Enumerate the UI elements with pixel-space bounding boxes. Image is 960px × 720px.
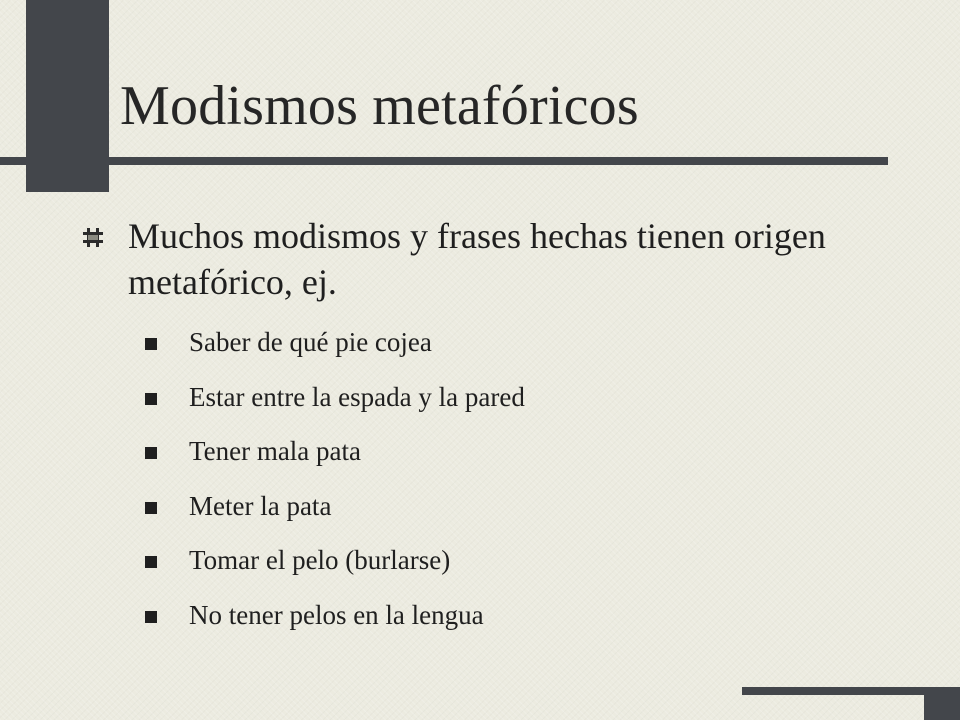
list-item: [145, 537, 525, 592]
list-item-text: Meter la pata: [189, 490, 332, 521]
title-underline-bar: [0, 157, 888, 165]
square-bullet-icon: [145, 556, 157, 568]
list-item-text: Tener mala pata: [189, 436, 362, 467]
square-bullet-icon: [145, 338, 157, 350]
list-item: [145, 592, 525, 647]
square-bullet-icon: [145, 611, 157, 623]
list-item: [145, 428, 525, 483]
sub-bullet-list: [145, 319, 525, 647]
list-item-text: Tomar el pelo (burlarse): [189, 545, 451, 576]
list-item-text: Saber de qué pie cojea: [189, 327, 432, 357]
corner-bar-horizontal: [742, 687, 960, 695]
main-bullet-text: Muchos modismos y frases hechas tienen origen metafórico, ej.: [128, 216, 826, 302]
list-item: [145, 483, 525, 538]
list-item: [145, 319, 525, 374]
list-item-text: No tener pelos en la lengua: [189, 599, 484, 630]
square-bullet-icon: [145, 502, 157, 514]
list-item-text: Estar entre la espada y la pared: [189, 381, 525, 412]
hash-bullet-icon: [82, 225, 104, 249]
slide-title: Modismos metafóricos: [120, 75, 639, 137]
corner-bar-vertical: [924, 695, 960, 720]
square-bullet-icon: [145, 447, 157, 459]
square-bullet-icon: [145, 393, 157, 405]
list-item: [145, 374, 525, 429]
